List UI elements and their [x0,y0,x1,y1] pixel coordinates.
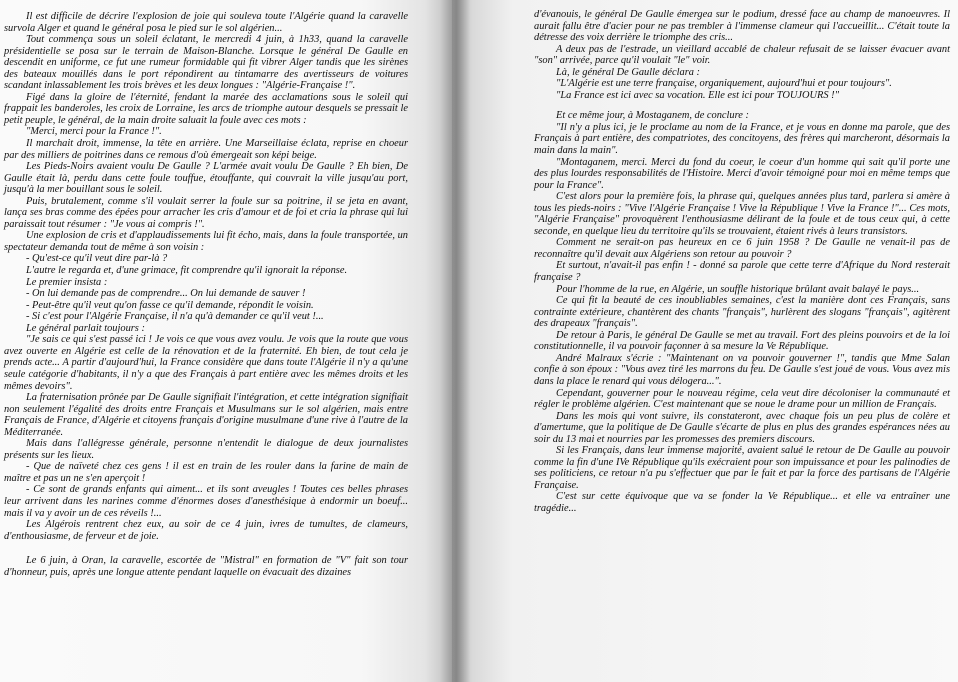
paragraph: Et ce même jour, à Mostaganem, de conclure : [556,110,749,122]
left-page [0,0,452,682]
dialogue-line: - Ce sont de grands enfants qui aiment... et ils sont aveugles ! Toutes ces belles phrases leur arrivent dans les narines comme d'énormes doses d'anesthésique à endormir un boeuf... mais il va y avoir un de ces réveils !... [4,484,408,519]
right-page [452,0,958,682]
paragraph: Le 6 juin, à Oran, la caravelle, escortée de "Mistral" en formation de "V" fait son tour d'honneur, puis, après une longue attente pendant laquelle on évacuait des dizaines [4,555,408,578]
paragraph: De retour à Paris, le général De Gaulle se met au travail. Fort des pleins pouvoirs et de la loi constitutionnelle, il va pouvoir façonner à sa mesure la Ve République. [534,329,950,353]
paragraph: L'autre le regarda et, d'une grimace, fit comprendre qu'il ignorait la réponse. [26,265,348,277]
quote: "L'Algérie est une terre française, organiquement, aujourd'hui et pour toujours". [556,78,892,90]
paragraph: Figé dans la gloire de l'éternité, fendant la marée des acclamations sous le soleil qui frappait les banderoles, les croix de Lorraine, les arcs de triomphe autour desquels se pressait le petit peuple, le général, de la main droite saluait la foule avec ces mots : [4,91,408,126]
dialogue-line: - On lui demande pas de comprendre... On lui demande de sauver ! [26,288,306,300]
paragraph: Il est difficile de décrire l'explosion de joie qui souleva toute l'Algérie quand la caravelle survola Alger et quand le général posa le pied sur le sol algérien... [4,11,408,34]
paragraph: d'évanouis, le général De Gaulle émergea sur le podium, dressé face au champ de manoeuvres. Il aurait fallu être d'acier pour ne pas trembler à l'immense clameur qui l'accueillit... C'était toute la détresse des voix derrière le triomphe des cris... [534,9,950,44]
paragraph: André Malraux s'écrie : "Maintenant on va pouvoir gouverner !", tandis que Mme Salan confie à son époux : "Vous avez tiré les marrons du feu. De Gaulle s'est joué de vous. Vous avez mis dans la place le renard qui vous délogera...". [534,352,950,387]
paragraph: C'est alors pour la première fois, la phrase qui, quelques années plus tard, parlera si amère à tous les pieds-noirs : "Vive l'Algérie Française ! Vive la République ! Vive la France !"... Ces mots, "Algérie Française" provoquèrent l'enthousiasme délirant de la foule et de tous ceux qui, à cette seconde, en quelque lieu du territoire qu'ils se trouvaient, étaient rivés à leurs transistors. [534,191,950,237]
paragraph: Là, le général De Gaulle déclara : [556,66,700,78]
paragraph: Mais dans l'allégresse générale, personne n'entendit le dialogue de deux journalistes présents sur les lieux. [4,438,408,461]
paragraph: Les Algérois rentrent chez eux, au soir de ce 4 juin, ivres de tumultes, de clameurs, d'enthousiasme, de ferveur et de joie. [4,519,408,542]
paragraph: Les Pieds-Noirs avaient voulu De Gaulle ? L'armée avait voulu De Gaulle ? Eh bien, De Gaulle était là, perdu dans cette foule touffue, étouffante, qui couvrait la ville jusqu'au port, jusqu'à la mer bouillant sous le soleil. [4,161,408,196]
paragraph: Il marchait droit, immense, la tête en arrière. Une Marseillaise éclata, reprise en choeur par des milliers de poitrines dans ce remous d'où émergeait son képi beige. [4,138,408,161]
quote: "La France est ici avec sa vocation. Elle est ici pour TOUJOURS !" [556,89,839,101]
dialogue-line: - Qu'est-ce qu'il veut dire par-là ? [26,253,168,265]
paragraph: Dans les mois qui vont suivre, ils constateront, avec chaque fois un peu plus de colère et d'amertume, que la politique de De Gaulle s'écarte de plus en plus des grandes espérances nées au soir du 13 mai et nourries par les promesses des premiers discours. [534,410,950,445]
paragraph: La fraternisation prônée par De Gaulle signifiait l'intégration, et cette intégration signifiait non seulement l'égalité des droits entre Français et Musulmans sur le sol algérien, mais entre Français de France, d'Algérie et citoyens français d'origine musulmane d'une rive à l'autre de la Méditerranée. [4,392,408,438]
paragraph: Et surtout, n'avait-il pas enfin ! - donné sa parole que cette terre d'Afrique du Nord resterait française ? [534,260,950,284]
quote: "Il n'y a plus ici, je le proclame au nom de la France, et je vous en donne ma parole, que des Français à part entière, des compatriotes, des concitoyens, des frères qui marcheront, désormais la main dans la main". [534,121,950,157]
dialogue-line: - Peut-être qu'il veut qu'on fasse ce qu'il demande, répondit le voisin. [26,299,314,311]
dialogue-line: - Que de naïveté chez ces gens ! il est en train de les rouler dans la farine de main de maître et pas un ne s'en aperçoit ! [4,461,408,484]
paragraph: Le général parlait toujours : [26,322,145,334]
paragraph: Comment ne serait-on pas heureux en ce 6 juin 1958 ? De Gaulle ne venait-il pas de reconnaître qu'il devait aux Algériens son retour au pouvoir ? [534,237,950,260]
quote: "Montaganem, merci. Merci du fond du coeur, le coeur d'un homme qui sait qu'il porte une des plus lourdes responsabilités de l'Histoire. Merci d'avoir témoigné pour moi en même temps que pour la France". [534,156,950,191]
paragraph: Cependant, gouverner pour le nouveau régime, cela veut dire décoloniser la communauté et régler le problème algérien. C'est maintenant que se noue le drame pour un million de Français. [534,387,950,411]
paragraph: Si les Français, dans leur immense majorité, avaient salué le retour de De Gaulle au pouvoir comme la fin d'une IVe République qu'ils exécraient pour son impuissance et pour les palinodies de ses politiciens, ce retour n'a pu s'effectuer que par le fait et par la force des partisans de l'Algérie Française. [534,445,950,491]
paragraph: C'est sur cette équivoque que va se fonder la Ve République... et elle va entraîner une tragédie... [534,491,950,514]
quote: "Je sais ce qui s'est passé ici ! Je vois ce que vous avez voulu. Je vois que la route que vous avez ouverte en Algérie est celle de la rénovation et de la fraternité. Eh bien, de tout cela je prends acte... A partir d'aujourd'hui, la France considère que dans toute l'Algérie il n'y a qu'une seule catégorie d'habitants, il n'y a que des Français à part entière avec les mêmes droits et les mêmes devoirs". [4,334,408,392]
paragraph: Ce qui fit la beauté de ces inoubliables semaines, c'est la manière dont ces Français, sans contrainte extérieure, chantèrent des chants "français", hurlèrent des slogans "français", agitèrent des drapeaux "français". [534,295,950,330]
paragraph: Pour l'homme de la rue, en Algérie, un souffle historique brûlant avait balayé le pays... [556,283,920,295]
dialogue-line: - Si c'est pour l'Algérie Française, il n'a qu'à demander ce qu'il veut !... [26,311,324,323]
quote: "Merci, merci pour la France !". [26,126,162,138]
paragraph: Une explosion de cris et d'applaudissements lui fit écho, mais, dans la foule transportée, un spectateur demanda tout de même à son voisin : [4,230,408,253]
paragraph: Puis, brutalement, comme s'il voulait serrer la foule sur sa poitrine, il se jeta en avant, lança ses bras comme des épées pour arracher les cris d'amour et de foi et cria la phrase qui lui paraissait tout résumer : "Je vous ai compris !". [4,195,408,230]
paragraph: A deux pas de l'estrade, un vieillard accablé de chaleur refusait de se laisser évacuer avant "son" arrivée, parce qu'il voulait "le" voir. [534,43,950,67]
paragraph: Le premier insista : [26,276,108,288]
paragraph: Tout commença sous un soleil éclatant, le mercredi 4 juin, à 1h33, quand la caravelle présidentielle se posa sur le terrain de Maison-Blanche. Lorsque le général De Gaulle en descendit en uniforme, ce fut une rumeur formidable qui fit vibrer Alger tandis que les sirènes des bateaux mouillés dans le port répondirent au tintamarre des avertisseurs de voitures scandant inlassablement les trois brèves et les deux longues : "Algérie-Française !". [4,34,408,92]
